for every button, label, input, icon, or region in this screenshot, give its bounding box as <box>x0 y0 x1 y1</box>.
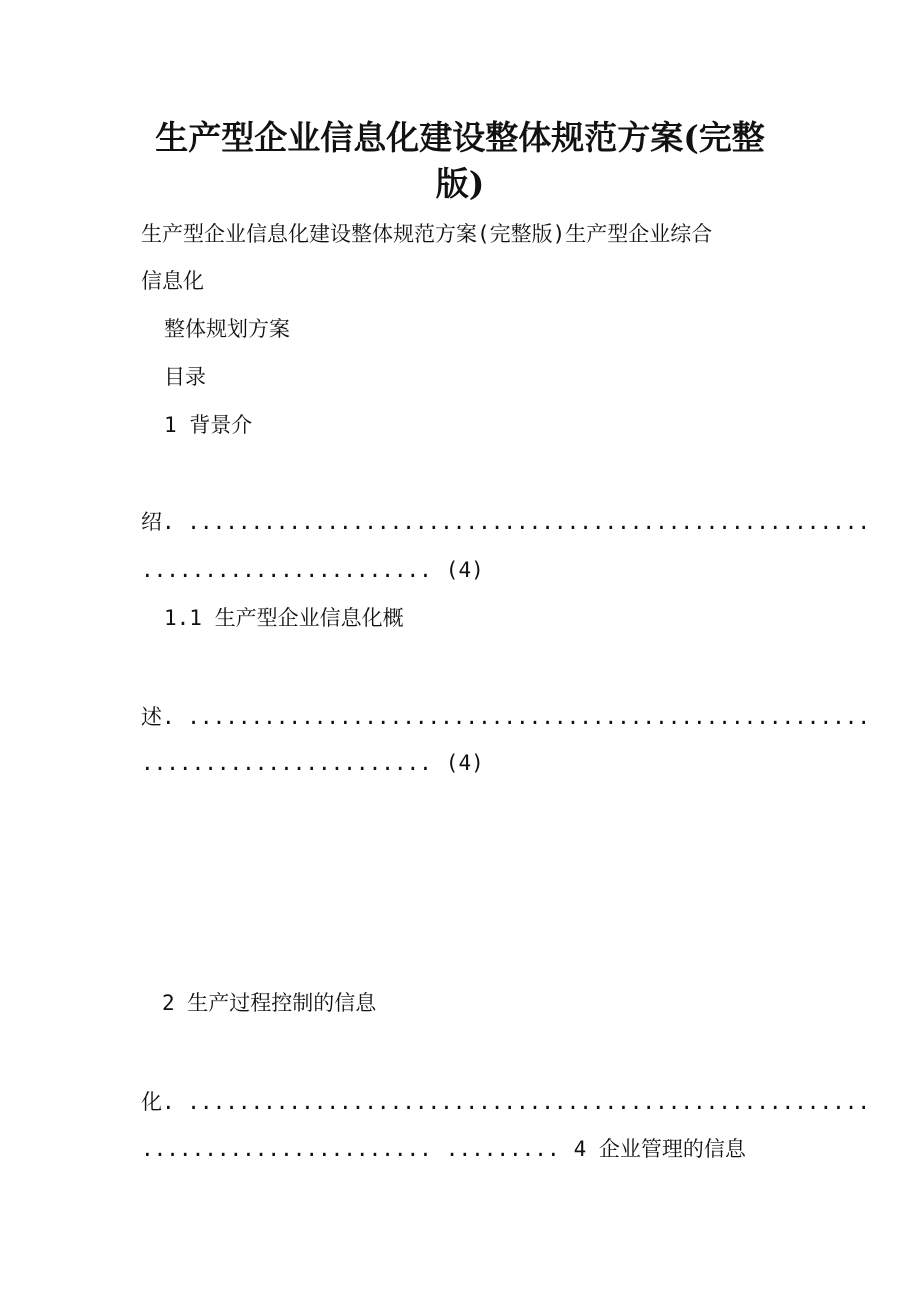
toc-entry-1-heading: 1 背景介 <box>164 413 253 437</box>
toc-entry-2-leader-line-2 <box>141 748 484 778</box>
toc-entry-1-leader-line-1 <box>141 507 870 537</box>
toc-entry-3-leader-line-2 <box>141 1134 746 1164</box>
toc-entry-1-leader-line-2 <box>141 555 484 585</box>
toc-entry-2-leader-line-1 <box>141 702 870 732</box>
toc-entry-2-page-number: (4) <box>445 751 484 775</box>
toc-entry-3-leader-2: ....................... <box>141 1137 432 1161</box>
toc-entry-2-leader: . ...................................................... <box>162 705 871 729</box>
toc-entry-1-leader: . ...................................................... <box>162 510 871 534</box>
toc-entry-3-heading-tail: 化 <box>141 1090 162 1114</box>
toc-entry-2-heading-tail: 述 <box>141 705 162 729</box>
toc-entry-1-heading-tail: 绍 <box>141 510 162 534</box>
toc-entry-1-leader-2: ....................... <box>141 558 432 582</box>
toc-entry-1-page-number: (4) <box>445 558 484 582</box>
document-subtitle: 整体规划方案 <box>164 317 290 341</box>
intro-line-2: 信息化 <box>141 269 204 293</box>
document-title-line-2: 版) <box>435 164 485 203</box>
toc-entry-3-leader: . ...................................................... <box>162 1090 871 1114</box>
intro-line-1: 生产型企业信息化建设整体规范方案(完整版)生产型企业综合 <box>141 222 713 246</box>
toc-entry-3-leader-line-1 <box>141 1087 870 1117</box>
toc-entry-3-heading: 2 生产过程控制的信息 <box>162 991 377 1015</box>
toc-entry-3-leader-extra: ......... <box>445 1137 560 1161</box>
toc-entry-2-leader-2: ....................... <box>141 751 432 775</box>
toc-entry-2-heading: 1.1 生产型企业信息化概 <box>164 606 404 630</box>
toc-entry-4-heading: 4 企业管理的信息 <box>573 1137 746 1161</box>
toc-heading: 目录 <box>164 365 206 389</box>
document-title-line-1: 生产型企业信息化建设整体规范方案(完整 <box>155 118 765 157</box>
